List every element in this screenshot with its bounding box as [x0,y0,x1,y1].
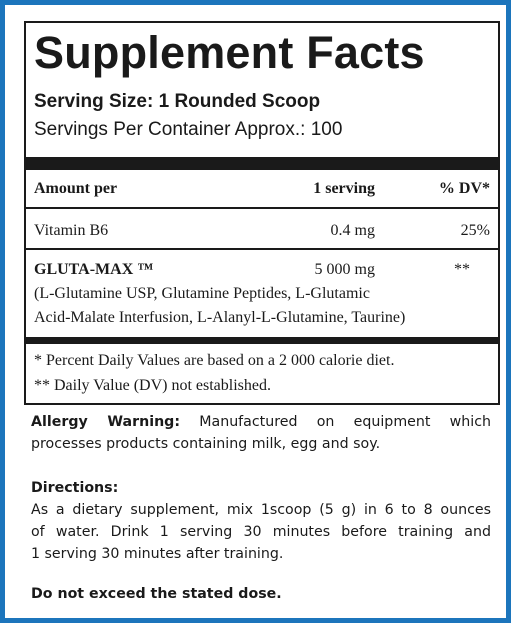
footnote-dv: * Percent Daily Values are based on a 2 000 calorie diet. [34,352,395,369]
directions [31,477,491,565]
header-dv: % DV* [438,180,490,197]
allergy-line-1 [31,411,491,433]
divider-thin [26,248,498,250]
allergy-warning [31,411,491,455]
directions-label: Directions: [31,480,119,496]
nutrient-dv: 25% [460,222,490,239]
ingredient-name: GLUTA-MAX ™ [34,261,154,278]
ingredient-description-line: Acid-Malate Interfusion, L-Alanyl-L-Glutamine, Taurine) [34,309,406,326]
allergy-text: Manufactured on equipment which [199,414,491,430]
footnote-dv-not-established: ** Daily Value (DV) not established. [34,377,271,394]
serving-size: Serving Size: 1 Rounded Scoop [34,91,321,112]
supplement-facts-panel [24,21,500,405]
directions-line: 1 serving 30 minutes after training. [31,546,284,562]
nutrient-name: Vitamin B6 [34,222,109,239]
ingredient-dv: ** [454,261,470,278]
divider-thin [26,207,498,209]
ingredient-amount: 5 000 mg [314,261,375,278]
allergy-label: Allergy Warning: [31,414,181,430]
allergy-line-2: processes products containing milk, egg and soy. [31,436,381,452]
dose-warning [31,583,491,605]
facts-title: Supplement Facts [34,27,425,78]
divider-thick [26,157,498,170]
header-serving: 1 serving [313,180,375,197]
dose-warning-text: Do not exceed the stated dose. [31,586,282,602]
divider-medium [26,337,498,344]
directions-line: As a dietary supplement, mix 1scoop (5 g) in 6 to 8 ounces [31,502,491,518]
ingredient-description-line: (L-Glutamine USP, Glutamine Peptides, L-Glutamic [34,285,370,302]
header-amount-per: Amount per [34,180,118,197]
directions-line: of water. Drink 1 serving 30 minutes before training and [31,524,491,540]
servings-per-container: Servings Per Container Approx.: 100 [34,119,343,140]
nutrient-amount: 0.4 mg [330,222,375,239]
